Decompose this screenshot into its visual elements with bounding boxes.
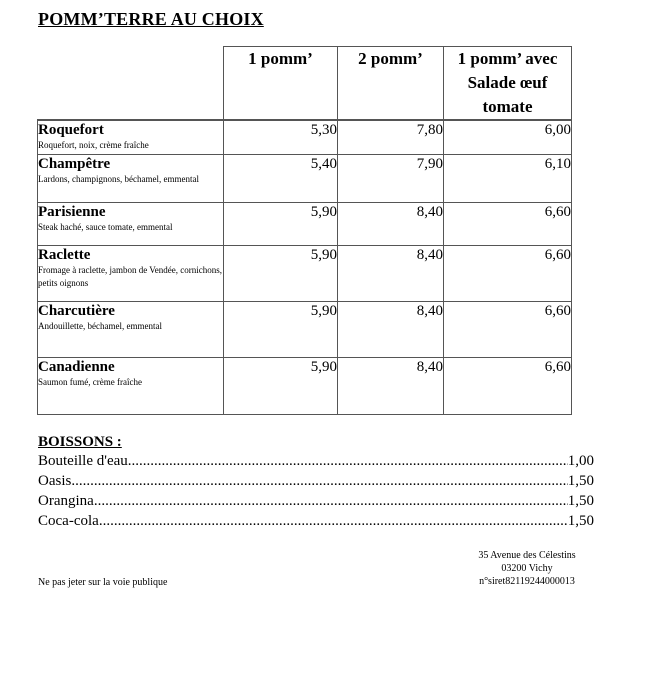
dot-leader: [71, 471, 567, 491]
column-header-avec-salade: 1 pomm’ avec Salade œuf tomate: [444, 47, 572, 120]
price-2-pomm: 7,90: [338, 155, 444, 203]
item-description: Fromage à raclette, jambon de Vendée, cornichons, petits oignons: [38, 265, 223, 288]
table-row: [38, 121, 572, 155]
price-avec-salade: 6,00: [444, 121, 572, 155]
item-description: Lardons, champignons, béchamel, emmental: [38, 174, 199, 184]
menu-title: POMM’TERRE AU CHOIX: [38, 9, 264, 29]
item-name: Charcutière: [38, 303, 115, 319]
list-item: [38, 451, 594, 471]
header-blank-cell: [38, 47, 224, 120]
address-city: 03200 Vichy: [501, 563, 553, 574]
price-avec-salade: 6,10: [444, 155, 572, 203]
item-description: Saumon fumé, crème fraîche: [38, 377, 142, 387]
drink-name: Orangina: [38, 493, 94, 509]
drink-name: Bouteille d'eau: [38, 453, 128, 469]
price-avec-salade: 6,60: [444, 302, 572, 358]
drinks-section: [38, 433, 594, 531]
item-cell: [38, 302, 224, 358]
price-2-pomm: 8,40: [338, 203, 444, 246]
siret-number: n°siret82119244000013: [479, 576, 575, 587]
table-header-row: [38, 47, 572, 120]
price-1-pomm: 5,90: [224, 358, 338, 415]
disposal-notice: Ne pas jeter sur la voie publique: [38, 577, 168, 588]
drinks-heading: BOISSONS :: [38, 434, 122, 450]
price-avec-salade: 6,60: [444, 358, 572, 415]
price-avec-salade: 6,60: [444, 203, 572, 246]
item-cell: [38, 155, 224, 203]
list-item: [38, 511, 594, 531]
price-1-pomm: 5,90: [224, 302, 338, 358]
column-header-2-pomm: 2 pomm’: [338, 47, 444, 120]
dot-leader: [99, 511, 568, 531]
item-name: Raclette: [38, 247, 91, 263]
drink-price: 1,00: [567, 453, 594, 469]
item-name: Roquefort: [38, 122, 104, 138]
drink-name: Oasis: [38, 473, 72, 489]
price-2-pomm: 8,40: [338, 358, 444, 415]
item-name: Champêtre: [38, 156, 111, 172]
dot-leader: [94, 491, 568, 511]
price-1-pomm: 5,90: [224, 246, 338, 302]
table-row: [38, 203, 572, 246]
table-row: [38, 246, 572, 302]
item-description: Andouillette, béchamel, emmental: [38, 321, 162, 331]
item-name: Canadienne: [38, 359, 115, 375]
column-header-1-pomm: 1 pomm’: [224, 47, 338, 120]
address-street: 35 Avenue des Célestins: [478, 550, 576, 561]
drink-price: 1,50: [567, 493, 594, 509]
item-cell: [38, 246, 224, 302]
drink-price: 1,50: [567, 473, 594, 489]
item-name: Parisienne: [38, 204, 106, 220]
drink-name: Coca-cola: [38, 513, 99, 529]
price-2-pomm: 8,40: [338, 302, 444, 358]
price-2-pomm: 8,40: [338, 246, 444, 302]
price-table: [37, 46, 572, 415]
table-row: [38, 155, 572, 203]
item-cell: [38, 121, 224, 155]
dot-leader: [128, 451, 568, 471]
drink-price: 1,50: [567, 513, 594, 529]
list-item: [38, 471, 594, 491]
price-1-pomm: 5,90: [224, 203, 338, 246]
price-1-pomm: 5,40: [224, 155, 338, 203]
address-block: [470, 549, 584, 588]
table-row: [38, 302, 572, 358]
item-description: Steak haché, sauce tomate, emmental: [38, 222, 173, 232]
item-cell: [38, 203, 224, 246]
item-cell: [38, 358, 224, 415]
item-description: Roquefort, noix, crème fraîche: [38, 140, 149, 150]
price-1-pomm: 5,30: [224, 121, 338, 155]
price-avec-salade: 6,60: [444, 246, 572, 302]
list-item: [38, 491, 594, 511]
table-row: [38, 358, 572, 415]
price-2-pomm: 7,80: [338, 121, 444, 155]
